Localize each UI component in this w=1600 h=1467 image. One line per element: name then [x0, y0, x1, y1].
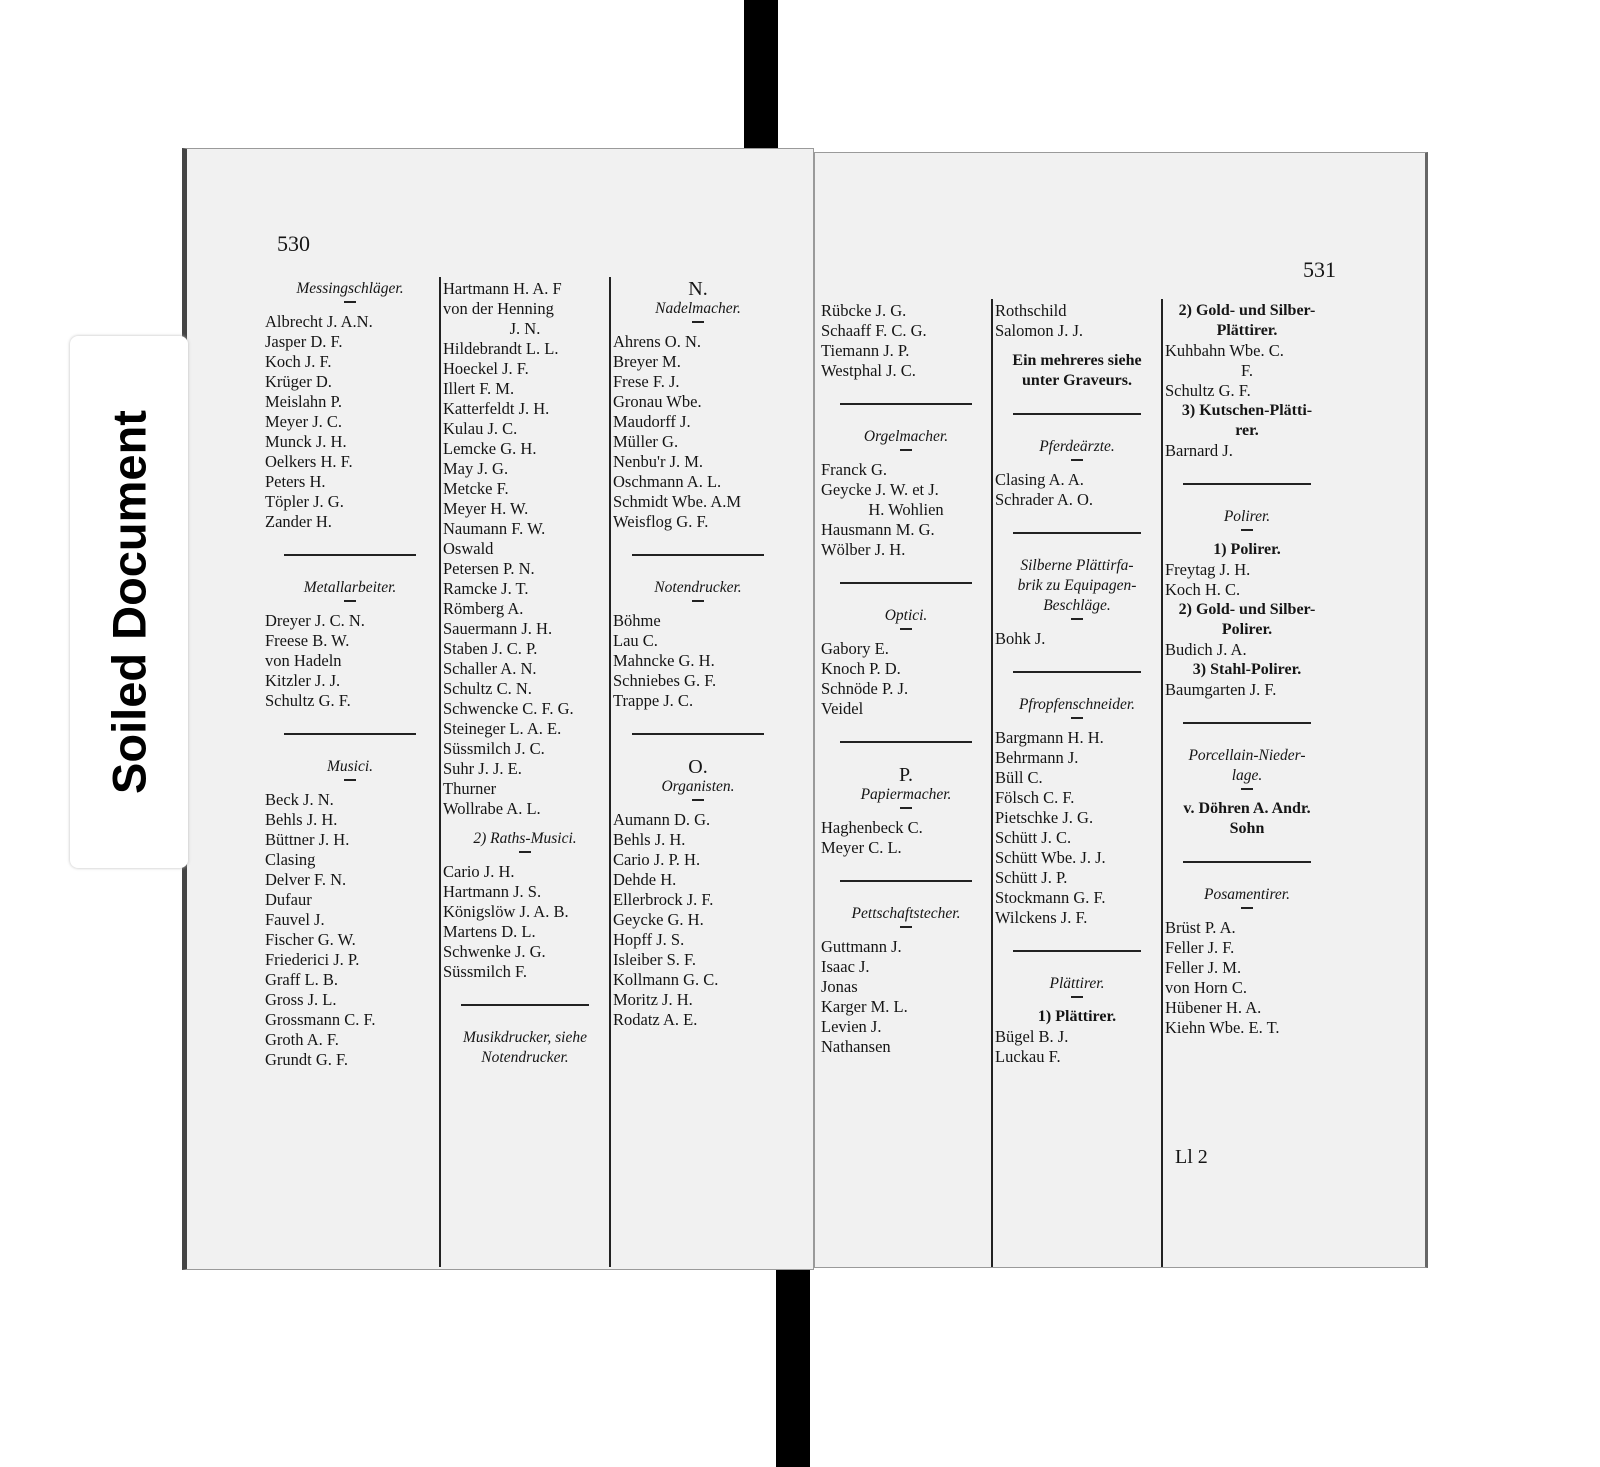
directory-entry: Feller J. F. — [1165, 938, 1235, 957]
section-heading: Pettschaftstecher. — [851, 905, 961, 922]
section-heading: Pfropfenschneider. — [1018, 696, 1136, 713]
directory-entry: Katterfeldt J. H. — [443, 399, 550, 418]
directory-entry: Rübcke J. G. — [821, 301, 907, 320]
section-rule — [632, 733, 765, 735]
letter-heading: N. — [688, 278, 708, 300]
heading-dash — [900, 926, 912, 928]
directory-entry: Isaac J. — [821, 957, 870, 976]
directory-entry: Behrmann J. — [995, 748, 1079, 767]
directory-entry: Koch J. F. — [265, 352, 332, 371]
directory-entry: Franck G. — [821, 460, 887, 479]
section-rule — [1013, 950, 1141, 952]
directory-entry: Zander H. — [265, 512, 332, 531]
binding-strap-top — [744, 0, 778, 160]
directory-entry: Moritz J. H. — [613, 990, 693, 1009]
soiled-document-label-text: Soiled Document — [102, 410, 156, 794]
directory-entry: Ellerbrock J. F. — [613, 890, 714, 909]
directory-entry: Meyer C. L. — [821, 838, 902, 857]
directory-entry: Naumann F. W. — [443, 519, 546, 538]
directory-entry: Sauermann J. H. — [443, 619, 553, 638]
directory-entry: Friederici J. P. — [265, 950, 360, 969]
directory-entry: Krüger D. — [265, 372, 332, 391]
subsection-heading: Sohn — [1229, 820, 1265, 837]
directory-entry: Schaaff F. C. G. — [821, 321, 927, 340]
section-heading: Porcellain-Nieder- — [1188, 747, 1306, 764]
section-heading: Messingschläger. — [296, 280, 404, 297]
directory-entry: Schaller A. N. — [443, 659, 537, 678]
directory-entry: Stockmann G. F. — [995, 888, 1106, 907]
directory-entry: Rothschild — [995, 301, 1067, 320]
directory-entry: Guttmann J. — [821, 937, 902, 956]
directory-entry: Trappe J. C. — [613, 691, 694, 710]
directory-entry: Delver F. N. — [265, 870, 347, 889]
directory-entry: Töpler J. G. — [265, 492, 344, 511]
directory-entry: Fölsch C. F. — [995, 788, 1075, 807]
directory-entry: Mahncke G. H. — [613, 651, 715, 670]
directory-entry: Lau C. — [613, 631, 658, 650]
directory-entry: Westphal J. C. — [821, 361, 916, 380]
heading-dash — [519, 851, 531, 853]
section-rule — [840, 741, 973, 743]
directory-entry: Büll C. — [995, 768, 1043, 787]
page-number-left: 530 — [277, 231, 310, 256]
directory-entry: Hübener H. A. — [1165, 998, 1262, 1017]
section-rule — [284, 554, 417, 556]
directory-entry: Jasper D. F. — [265, 332, 343, 351]
directory-entry: von Hadeln — [265, 651, 342, 670]
left-column-3 — [613, 279, 783, 1030]
printer-signature: Ll 2 — [1175, 1146, 1208, 1168]
directory-entry: Schütt J. P. — [995, 868, 1068, 887]
subsection-heading: 2) Gold- und Silber- — [1178, 601, 1316, 618]
directory-entry: Ramcke J. T. — [443, 579, 529, 598]
right-page — [814, 152, 1428, 1268]
directory-entry: Oswald — [443, 539, 494, 558]
directory-entry: Meyer J. C. — [265, 412, 342, 431]
directory-entry: Büttner J. H. — [265, 830, 350, 849]
right-column-3 — [1165, 301, 1329, 1038]
directory-entry: Bohk J. — [995, 629, 1046, 648]
directory-entry: Schultz C. N. — [443, 679, 532, 698]
directory-entry: Freytag J. H. — [1165, 560, 1251, 579]
section-rule — [1183, 722, 1311, 724]
heading-dash — [344, 779, 356, 781]
section-heading: lage. — [1231, 767, 1263, 784]
letter-heading: P. — [899, 764, 913, 786]
subsection-heading: 3) Stahl-Polirer. — [1192, 661, 1302, 678]
directory-entry: Geycke J. W. et J. — [821, 480, 939, 499]
heading-dash — [1071, 618, 1083, 620]
directory-entry: Maudorff J. — [613, 412, 691, 431]
heading-dash — [900, 628, 912, 630]
directory-entry: Schultz G. F. — [265, 691, 351, 710]
directory-entry: Staben J. C. P. — [443, 639, 538, 658]
directory-entry: Illert F. M. — [443, 379, 515, 398]
directory-entry: Pietschke J. G. — [995, 808, 1094, 827]
directory-entry: Feller J. M. — [1165, 958, 1242, 977]
directory-entry: Königslöw J. A. B. — [443, 902, 569, 921]
section-heading: Notendrucker. — [481, 1049, 569, 1066]
directory-entry: Brüst P. A. — [1165, 918, 1236, 937]
section-rule — [1013, 413, 1141, 415]
heading-dash — [1071, 996, 1083, 998]
directory-entry: Thurner — [443, 779, 497, 798]
directory-entry: Kuhbahn Wbe. C. — [1165, 341, 1284, 360]
section-heading: Metallarbeiter. — [303, 579, 397, 596]
subsection-heading: unter Graveurs. — [1022, 372, 1132, 389]
section-heading: Orgelmacher. — [863, 428, 949, 445]
directory-entry: Karger M. L. — [821, 997, 908, 1016]
directory-entry: Beck J. N. — [265, 790, 334, 809]
page-number-right: 531 — [1303, 257, 1336, 282]
directory-entry: Nenbu'r J. M. — [613, 452, 704, 471]
directory-entry: Luckau F. — [995, 1047, 1061, 1066]
directory-entry: Clasing A. A. — [995, 470, 1084, 489]
left-page — [182, 148, 814, 1270]
directory-entry: Schrader A. O. — [995, 490, 1094, 509]
section-heading: brik zu Equipagen- — [1017, 577, 1137, 594]
section-heading: Silberne Plättirfa- — [1020, 557, 1134, 574]
directory-entry: Süssmilch F. — [443, 962, 527, 981]
heading-dash — [344, 301, 356, 303]
directory-entry: Schwenke J. G. — [443, 942, 546, 961]
directory-entry: Behls J. H. — [613, 830, 686, 849]
right-column-2 — [995, 301, 1159, 1067]
heading-dash — [692, 799, 704, 801]
directory-entry: Hartmann J. S. — [443, 882, 542, 901]
directory-entry: Wilckens J. F. — [995, 908, 1088, 927]
section-rule — [461, 1004, 589, 1006]
directory-entry: Barnard J. — [1165, 441, 1233, 460]
directory-entry: Suhr J. J. E. — [443, 759, 522, 778]
directory-entry: Munck J. H. — [265, 432, 347, 451]
directory-entry: Süssmilch J. C. — [443, 739, 545, 758]
directory-entry: Schwencke C. F. G. — [443, 699, 574, 718]
directory-entry: Peters H. — [265, 472, 326, 491]
directory-entry: Frese F. J. — [613, 372, 680, 391]
directory-entry: Kollmann G. C. — [613, 970, 719, 989]
directory-entry: Schnöde P. J. — [821, 679, 909, 698]
directory-entry: Schultz G. F. — [1165, 381, 1251, 400]
directory-entry: Cario J. P. H. — [613, 850, 701, 869]
section-heading: Polirer. — [1223, 508, 1271, 525]
directory-entry: Hartmann H. A. F — [443, 279, 562, 298]
directory-entry: Schütt Wbe. J. J. — [995, 848, 1106, 867]
section-rule — [1183, 861, 1311, 863]
directory-entry: Levien J. — [821, 1017, 882, 1036]
directory-entry: Behls J. H. — [265, 810, 338, 829]
section-heading: 2) Raths-Musici. — [473, 830, 577, 847]
column-divider — [991, 299, 993, 1268]
directory-entry: Müller G. — [613, 432, 679, 451]
spacer — [443, 819, 607, 829]
heading-dash — [1241, 788, 1253, 790]
right-column-1 — [821, 301, 991, 1057]
directory-entry: Haghenbeck C. — [821, 818, 923, 837]
directory-entry: Fischer G. W. — [265, 930, 356, 949]
directory-entry: Gronau Wbe. — [613, 392, 702, 411]
directory-entry: Nathansen — [821, 1037, 891, 1056]
section-heading: Posamentirer. — [1204, 886, 1290, 903]
section-rule — [1013, 532, 1141, 534]
directory-entry: Graff L. B. — [265, 970, 339, 989]
subsection-heading: v. Döhren A. Andr. — [1183, 800, 1311, 817]
directory-entry: May J. G. — [443, 459, 509, 478]
section-rule — [840, 582, 973, 584]
column-divider — [1161, 299, 1163, 1268]
directory-entry: Grundt G. F. — [265, 1050, 349, 1069]
directory-entry: Schütt J. C. — [995, 828, 1072, 847]
directory-entry-continuation: J. N. — [509, 319, 541, 338]
column-divider — [439, 277, 441, 1267]
directory-entry: Dufaur — [265, 890, 312, 909]
directory-entry: Böhme — [613, 611, 661, 630]
subsection-heading: Polirer. — [1221, 621, 1273, 638]
subsection-heading: 2) Gold- und Silber- — [1178, 302, 1316, 319]
directory-entry: Baumgarten J. F. — [1165, 680, 1277, 699]
directory-entry-continuation: H. Wohlien — [868, 500, 944, 519]
directory-entry: Clasing — [265, 850, 316, 869]
subsection-heading: 3) Kutschen-Plätti- — [1181, 402, 1313, 419]
heading-dash — [1241, 529, 1253, 531]
directory-entry: Freese B. W. — [265, 631, 350, 650]
directory-entry: Gabory E. — [821, 639, 889, 658]
directory-entry: Schniebes G. F. — [613, 671, 717, 690]
directory-entry: Bargmann H. H. — [995, 728, 1104, 747]
heading-dash — [692, 321, 704, 323]
directory-entry: Aumann D. G. — [613, 810, 711, 829]
subsection-heading: Ein mehreres siehe — [1012, 352, 1142, 369]
section-heading: Musikdrucker, siehe — [463, 1029, 587, 1046]
directory-entry: Wölber J. H. — [821, 540, 906, 559]
heading-dash — [692, 600, 704, 602]
directory-entry: von der Henning — [443, 299, 554, 318]
subsection-heading: 1) Polirer. — [1213, 541, 1281, 558]
directory-entry: Schmidt Wbe. A.M — [613, 492, 742, 511]
directory-entry: Römberg A. — [443, 599, 524, 618]
directory-entry: Metcke F. — [443, 479, 509, 498]
spacer — [995, 341, 1159, 351]
directory-entry: Oelkers H. F. — [265, 452, 353, 471]
directory-entry: Kiehn Wbe. E. T. — [1165, 1018, 1280, 1037]
directory-entry: Albrecht J. A.N. — [265, 312, 373, 331]
left-column-2 — [443, 279, 607, 1068]
section-heading: Organisten. — [661, 778, 735, 795]
section-heading: Notendrucker. — [654, 579, 742, 596]
subsection-heading: 1) Plättirer. — [1037, 1008, 1117, 1025]
directory-entry: Veidel — [821, 699, 864, 718]
heading-dash — [1071, 717, 1083, 719]
heading-dash — [900, 807, 912, 809]
directory-entry: Knoch P. D. — [821, 659, 901, 678]
directory-entry: Kulau J. C. — [443, 419, 518, 438]
directory-entry: von Horn C. — [1165, 978, 1248, 997]
directory-entry: Salomon J. J. — [995, 321, 1084, 340]
directory-entry: Weisflog G. F. — [613, 512, 709, 531]
section-heading: Pferdeärzte. — [1039, 438, 1115, 455]
directory-entry: Grossmann C. F. — [265, 1010, 376, 1029]
section-heading: Beschläge. — [1043, 597, 1111, 614]
directory-entry: Martens D. L. — [443, 922, 536, 941]
section-heading: Musici. — [326, 758, 374, 775]
directory-entry: Dreyer J. C. N. — [265, 611, 365, 630]
section-heading: Plättirer. — [1049, 975, 1105, 992]
directory-entry: Jonas — [821, 977, 858, 996]
directory-entry: Kitzler J. J. — [265, 671, 341, 690]
directory-entry: Fauvel J. — [265, 910, 325, 929]
column-divider — [609, 277, 611, 1267]
directory-entry: Koch H. C. — [1165, 580, 1241, 599]
directory-entry: Oschmann A. L. — [613, 472, 722, 491]
section-heading: Optici. — [884, 607, 928, 624]
directory-entry: Breyer M. — [613, 352, 681, 371]
letter-heading: O. — [688, 756, 708, 778]
directory-entry: Hausmann M. G. — [821, 520, 935, 539]
directory-entry: Ahrens O. N. — [613, 332, 701, 351]
section-heading: Nadelmacher. — [655, 300, 741, 317]
directory-entry: Tiemann J. P. — [821, 341, 910, 360]
directory-entry: Meyer H. W. — [443, 499, 529, 518]
directory-entry: Wollrabe A. L. — [443, 799, 541, 818]
heading-dash — [344, 600, 356, 602]
directory-entry: Rodatz A. E. — [613, 1010, 698, 1029]
section-rule — [840, 403, 973, 405]
section-rule — [632, 554, 765, 556]
directory-entry: Bügel B. J. — [995, 1027, 1069, 1046]
directory-entry: Gross J. L. — [265, 990, 337, 1009]
section-heading: Papiermacher. — [860, 786, 952, 803]
directory-entry: Hoeckel J. F. — [443, 359, 529, 378]
directory-entry: Lemcke G. H. — [443, 439, 537, 458]
directory-entry: Steineger L. A. E. — [443, 719, 562, 738]
heading-dash — [1071, 459, 1083, 461]
section-rule — [1183, 483, 1311, 485]
section-rule — [1013, 671, 1141, 673]
directory-entry: Petersen P. N. — [443, 559, 535, 578]
directory-entry: Hildebrandt L. L. — [443, 339, 559, 358]
binding-strap-bottom — [776, 1262, 810, 1467]
subsection-heading: Plättirer. — [1216, 322, 1278, 339]
directory-entry: Budich J. A. — [1165, 640, 1247, 659]
directory-entry: Dehde H. — [613, 870, 677, 889]
directory-entry: Cario J. H. — [443, 862, 515, 881]
directory-entry: Isleiber S. F. — [613, 950, 697, 969]
directory-entry: Hopff J. S. — [613, 930, 685, 949]
section-rule — [840, 880, 973, 882]
heading-dash — [900, 449, 912, 451]
heading-dash — [1241, 907, 1253, 909]
directory-entry-continuation: F. — [1241, 361, 1253, 380]
subsection-heading: rer. — [1235, 422, 1259, 439]
directory-entry: Meislahn P. — [265, 392, 343, 411]
directory-entry: Geycke G. H. — [613, 910, 704, 929]
left-column-1 — [265, 279, 435, 1070]
directory-entry: Groth A. F. — [265, 1030, 339, 1049]
section-rule — [284, 733, 417, 735]
